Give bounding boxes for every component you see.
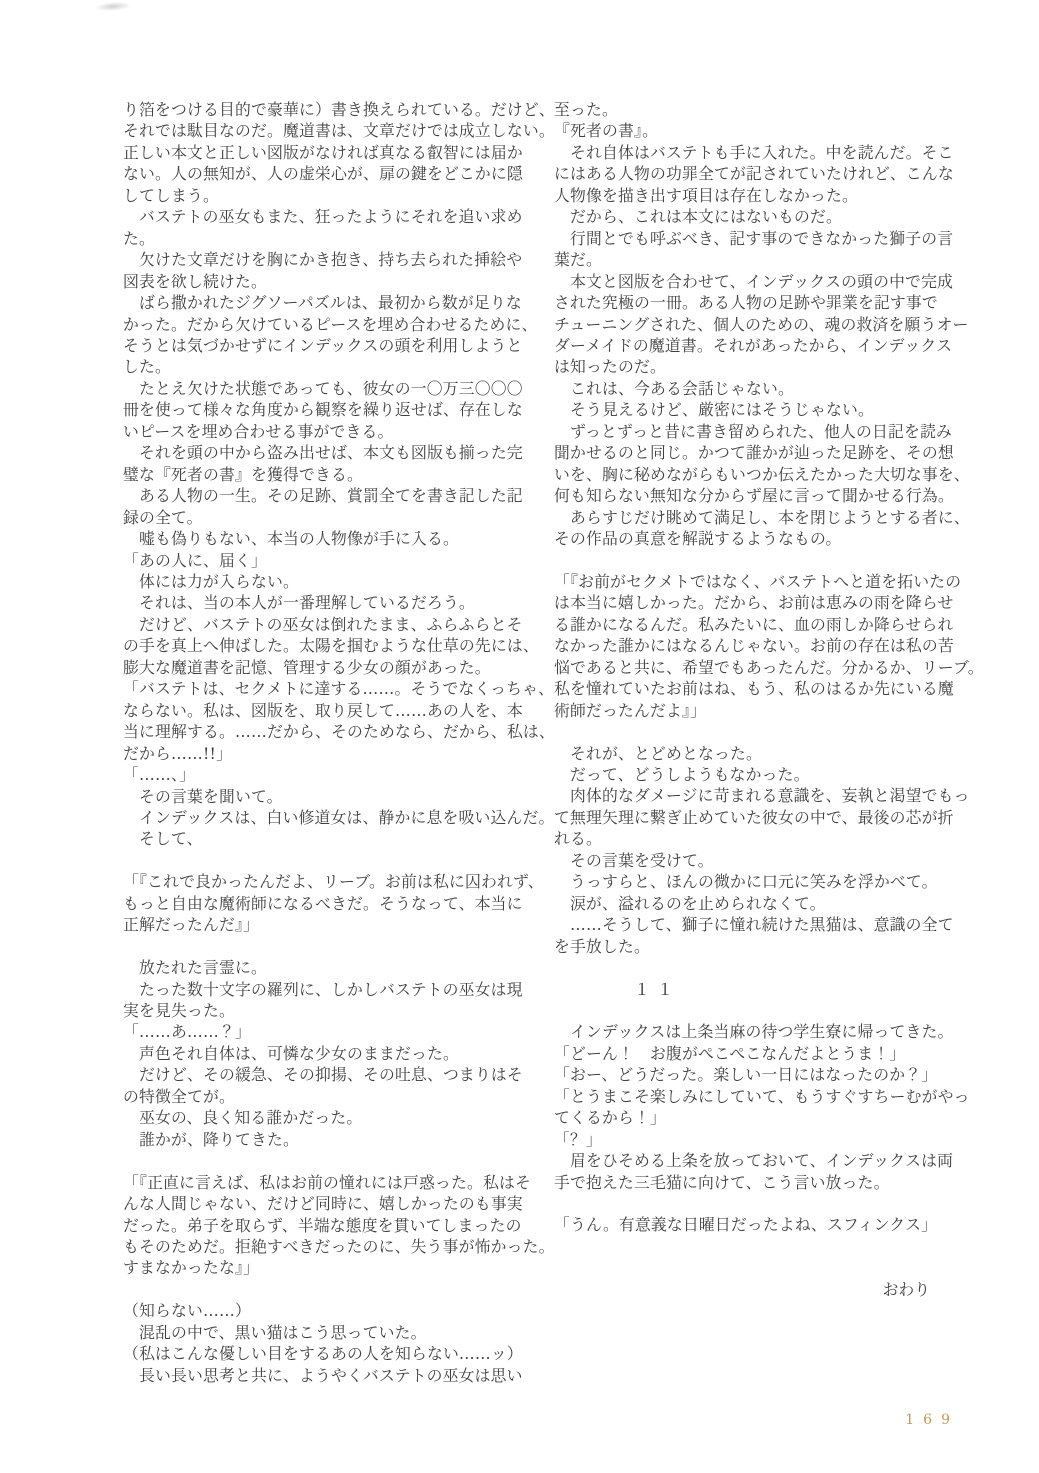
text-line: 「バステトは、セクメトに達する……。そうでなくっちゃ、 bbox=[123, 679, 555, 699]
text-line: 『死者の書』。 bbox=[554, 121, 659, 141]
text-line: だけど、その緩急、その抑揚、その吐息、つまりはそ bbox=[123, 1065, 523, 1085]
text-line: ない。人の無知が、人の虚栄心が、扉の鍵をどこかに隠 bbox=[123, 164, 523, 184]
text-line: 「おー、どうだった。楽しい一日にはなったのか？」 bbox=[554, 1065, 938, 1085]
text-line bbox=[123, 1150, 521, 1171]
text-line: り箔をつける目的で豪華に）書き換えられている。だけど、 bbox=[123, 100, 555, 119]
text-line: てくるから！」 bbox=[554, 1108, 666, 1128]
text-line: ばら撒かれたジグソーパズルは、最初から数が足りな bbox=[123, 293, 522, 313]
right-column bbox=[554, 99, 984, 1386]
text-line: たとえ欠けた状態であっても、彼女の一〇万三〇〇〇 bbox=[123, 378, 523, 398]
text-line: その作品の真意を解説するようなもの。 bbox=[554, 529, 842, 549]
text-line: んな人間じゃない、だけど同時に、嬉しかったのも事実 bbox=[123, 1194, 523, 1214]
text-line: ……そうして、獅子に憧れ続けた黒猫は、意識の全て bbox=[554, 915, 954, 935]
page-number: 169 bbox=[905, 1412, 959, 1428]
text-line: された究極の一冊。ある人物の足跡や罪業を記す事で bbox=[554, 293, 938, 313]
text-line: （知らない……） bbox=[123, 1301, 251, 1321]
text-line: 肉体的なダメージに苛まれる意識を、妄執と渇望でもっ bbox=[554, 786, 970, 806]
text-line: それでは駄目なのだ。魔道書は、文章だけでは成立しない。 bbox=[123, 121, 555, 141]
text-line: 当に理解する。……だから、そのためなら、だから、私は、 bbox=[123, 722, 555, 742]
text-line: 至った。 bbox=[554, 100, 618, 119]
text-line: 「……あ……？」 bbox=[123, 1022, 251, 1042]
text-line: 正しい本文と正しい図版がなければ真なる叡智には届か bbox=[123, 142, 523, 162]
text-line bbox=[123, 850, 521, 871]
text-line: （私はこんな優しい目をするあの人を知らない……ッ） bbox=[123, 1344, 523, 1364]
text-line: 嘘も偽りもない、本当の人物像が手に入る。 bbox=[123, 529, 459, 549]
text-line: 私を憧れていたお前はね、もう、私のはるか先にいる魔 bbox=[554, 679, 954, 699]
text-line: 璧な『死者の書』を獲得できる。 bbox=[123, 464, 363, 484]
text-line: 聞かせるのと同じ。かつて誰かが辿った足跡を、その想 bbox=[554, 443, 954, 463]
text-line: は知ったのだ。 bbox=[554, 357, 666, 377]
text-line bbox=[123, 1279, 521, 1300]
text-line: 「……、」 bbox=[123, 765, 196, 785]
scan-artifact bbox=[95, 1, 132, 12]
text-line: の特徴全てが。 bbox=[123, 1086, 235, 1106]
text-line bbox=[123, 936, 521, 957]
text-line: 長い長い思考と共に、ようやくバステトの巫女は思い bbox=[123, 1365, 523, 1385]
text-line: だけど、バステトの巫女は倒れたまま、ふらふらとそ bbox=[123, 614, 523, 634]
text-line: 行間とでも呼ぶべき、記す事のできなかった獅子の言 bbox=[554, 228, 954, 248]
text-line: 混乱の中で、黒い猫はこう思っていた。 bbox=[123, 1322, 427, 1342]
text-line: その言葉を聞いて。 bbox=[123, 786, 283, 806]
right-column-part1 bbox=[554, 99, 984, 957]
text-line: ある人物の一生。その足跡、賞罰全てを書き記した記 bbox=[123, 486, 523, 506]
text-line: そう見えるけど、厳密にはそうじゃない。 bbox=[554, 400, 874, 420]
text-line: インデックスは、白い修道女は、静かに息を吸い込んだ。 bbox=[123, 807, 555, 827]
text-line: 誰かが、降りてきた。 bbox=[123, 1129, 299, 1149]
text-line: 何も知らない無知な分からず屋に言って聞かせる行為。 bbox=[554, 486, 954, 506]
text-line: ずっとずっと昔に書き留められた、他人の日記を読み bbox=[554, 421, 953, 441]
text-line: あらすじだけ眺めて満足し、本を閉じようとする者に、 bbox=[554, 507, 970, 527]
right-column-part2 bbox=[554, 1021, 970, 1236]
text-line: だった。弟子を取らず、半端な態度を貫いてしまったの bbox=[123, 1215, 522, 1235]
text-line: 正解だったんだ』」 bbox=[123, 915, 260, 935]
text-line: 巫女の、良く知る誰かだった。 bbox=[123, 1108, 363, 1128]
text-line: してしまう。 bbox=[123, 185, 219, 205]
text-line: 「どーん！ お腹がぺこぺこなんだよとうま！」 bbox=[554, 1043, 906, 1063]
text-columns bbox=[123, 99, 984, 1386]
text-line: 涙が、溢れるのを止められなくて。 bbox=[554, 893, 826, 913]
section-heading: １１ bbox=[634, 979, 681, 999]
text-line: インデックスは上条当麻の待つ学生寮に帰ってきた。 bbox=[554, 1022, 954, 1042]
text-line: いピースを埋め合わせる事ができる。 bbox=[123, 421, 394, 441]
text-line: 声色それ自体は、可憐な少女のままだった。 bbox=[123, 1043, 459, 1063]
text-line: だから、これは本文にはないものだ。 bbox=[554, 207, 842, 227]
text-line: もっと自由な魔術師になるべきだ。そうなって、本当に bbox=[123, 893, 523, 913]
text-line: ダーメイドの魔道書。それがあったから、インデックス bbox=[554, 335, 953, 355]
text-line: そうとは気づかせずにインデックスの頭を利用しようと bbox=[123, 335, 523, 355]
text-line: 「うん。有意義な日曜日だったよね、スフィンクス」 bbox=[554, 1215, 938, 1235]
text-line: 「あの人に、届く」 bbox=[123, 550, 267, 570]
text-line: これは、今ある会話じゃない。 bbox=[554, 378, 794, 398]
text-line: バステトの巫女もまた、狂ったようにそれを追い求め bbox=[123, 207, 523, 227]
text-line: 「『お前がセクメトではなく、バステトへと道を拓いたの bbox=[554, 571, 962, 591]
text-line: それは、当の本人が一番理解しているだろう。 bbox=[123, 593, 475, 613]
left-column bbox=[123, 99, 555, 1386]
text-line: た。 bbox=[123, 228, 155, 248]
text-line: うっすらと、ほんの微かに口元に笑みを浮かべて。 bbox=[554, 872, 938, 892]
text-line: 手で抱えた三毛猫に向けて、こう言い放った。 bbox=[554, 1172, 890, 1192]
text-line: 膨大な魔道書を記憶、管理する少女の顔があった。 bbox=[123, 657, 491, 677]
text-line: 「『正直に言えば、私はお前の憧れには戸惑った。私はそ bbox=[123, 1172, 532, 1192]
text-line: それが、とどめとなった。 bbox=[554, 743, 762, 763]
text-line: 本文と図版を合わせて、インデックスの頭の中で完成 bbox=[554, 271, 954, 291]
text-line: ならない。私は、図版を、取り戻して……あの人を、本 bbox=[123, 700, 523, 720]
text-line: 「？」 bbox=[554, 1129, 602, 1149]
text-line: 眉をひそめる上条を放っておいて、インデックスは両 bbox=[554, 1151, 954, 1171]
text-line: 録の全て。 bbox=[123, 507, 203, 527]
text-line: は本当に嬉しかった。だから、お前は恵みの雨を降らせ bbox=[554, 593, 954, 613]
text-line: かった。だから欠けているピースを埋め合わせるために、 bbox=[123, 314, 538, 334]
text-line: 実を見失った。 bbox=[123, 1001, 235, 1020]
text-line: 葉だ。 bbox=[554, 250, 602, 270]
text-line: 「『これで良かったんだよ、リーブ。お前は私に囚われず、 bbox=[123, 872, 544, 892]
text-line: それ自体はバステトも手に入れた。中を読んだ。そこ bbox=[554, 142, 954, 162]
text-line: を手放した。 bbox=[554, 936, 650, 956]
text-line: いを、胸に秘めながらもいつか伝えたかった大切な事を、 bbox=[554, 464, 970, 484]
text-line: 欠けた文章だけを胸にかき抱き、持ち去られた挿絵や bbox=[123, 250, 523, 270]
text-line bbox=[554, 1193, 952, 1214]
text-line bbox=[554, 550, 952, 571]
text-line: の手を真上へ伸ばした。太陽を掴むような仕草の先には、 bbox=[123, 636, 539, 656]
text-line: すまなかったな』」 bbox=[123, 1258, 260, 1278]
end-mark: おわり bbox=[882, 1279, 930, 1299]
text-line: て無理矢理に繋ぎ止めていた彼女の中で、最後の芯が折 bbox=[554, 807, 954, 827]
text-line: 「とうまこそ楽しみにしていて、もうすぐすちーむがやっ bbox=[554, 1086, 970, 1106]
text-line: 人物像を描き出す項目は存在しなかった。 bbox=[554, 185, 858, 205]
text-line: にはある人物の功罪全てが記されていたけれど、こんな bbox=[554, 164, 954, 184]
text-line: そして、 bbox=[123, 829, 203, 849]
text-line: だから……!!」 bbox=[123, 743, 233, 763]
text-line: たった数十文字の羅列に、しかしバステトの巫女は現 bbox=[123, 979, 523, 999]
text-line: れる。 bbox=[554, 829, 602, 849]
text-line: る誰かになるんだ。私みたいに、血の雨しか降らせられ bbox=[554, 614, 954, 634]
text-line: 悩であると共に、希望でもあったんだ。分かるか、リーブ。 bbox=[554, 657, 984, 677]
text-line: だって、どうしようもなかった。 bbox=[554, 765, 810, 785]
text-line: 図表を欲し続けた。 bbox=[123, 271, 267, 291]
text-line: もそのためだ。拒絶すべきだったのに、失う事が怖かった。 bbox=[123, 1236, 555, 1256]
text-line: なかった誰かにはなるんじゃない。お前の存在は私の苦 bbox=[554, 636, 954, 656]
text-line: 放たれた言霊に。 bbox=[123, 958, 267, 978]
text-line: その言葉を受けて。 bbox=[554, 850, 714, 870]
text-line: それを頭の中から盗み出せば、本文も図版も揃った完 bbox=[123, 443, 523, 463]
text-line: した。 bbox=[123, 357, 171, 377]
text-line bbox=[554, 721, 952, 742]
text-line: 冊を使って様々な角度から観察を繰り返せば、存在しな bbox=[123, 400, 523, 420]
text-line: 体には力が入らない。 bbox=[123, 571, 299, 591]
text-line: チューニングされた、個人のための、魂の救済を願うオー bbox=[554, 314, 969, 334]
text-line: 術師だったんだよ』」 bbox=[554, 700, 707, 720]
